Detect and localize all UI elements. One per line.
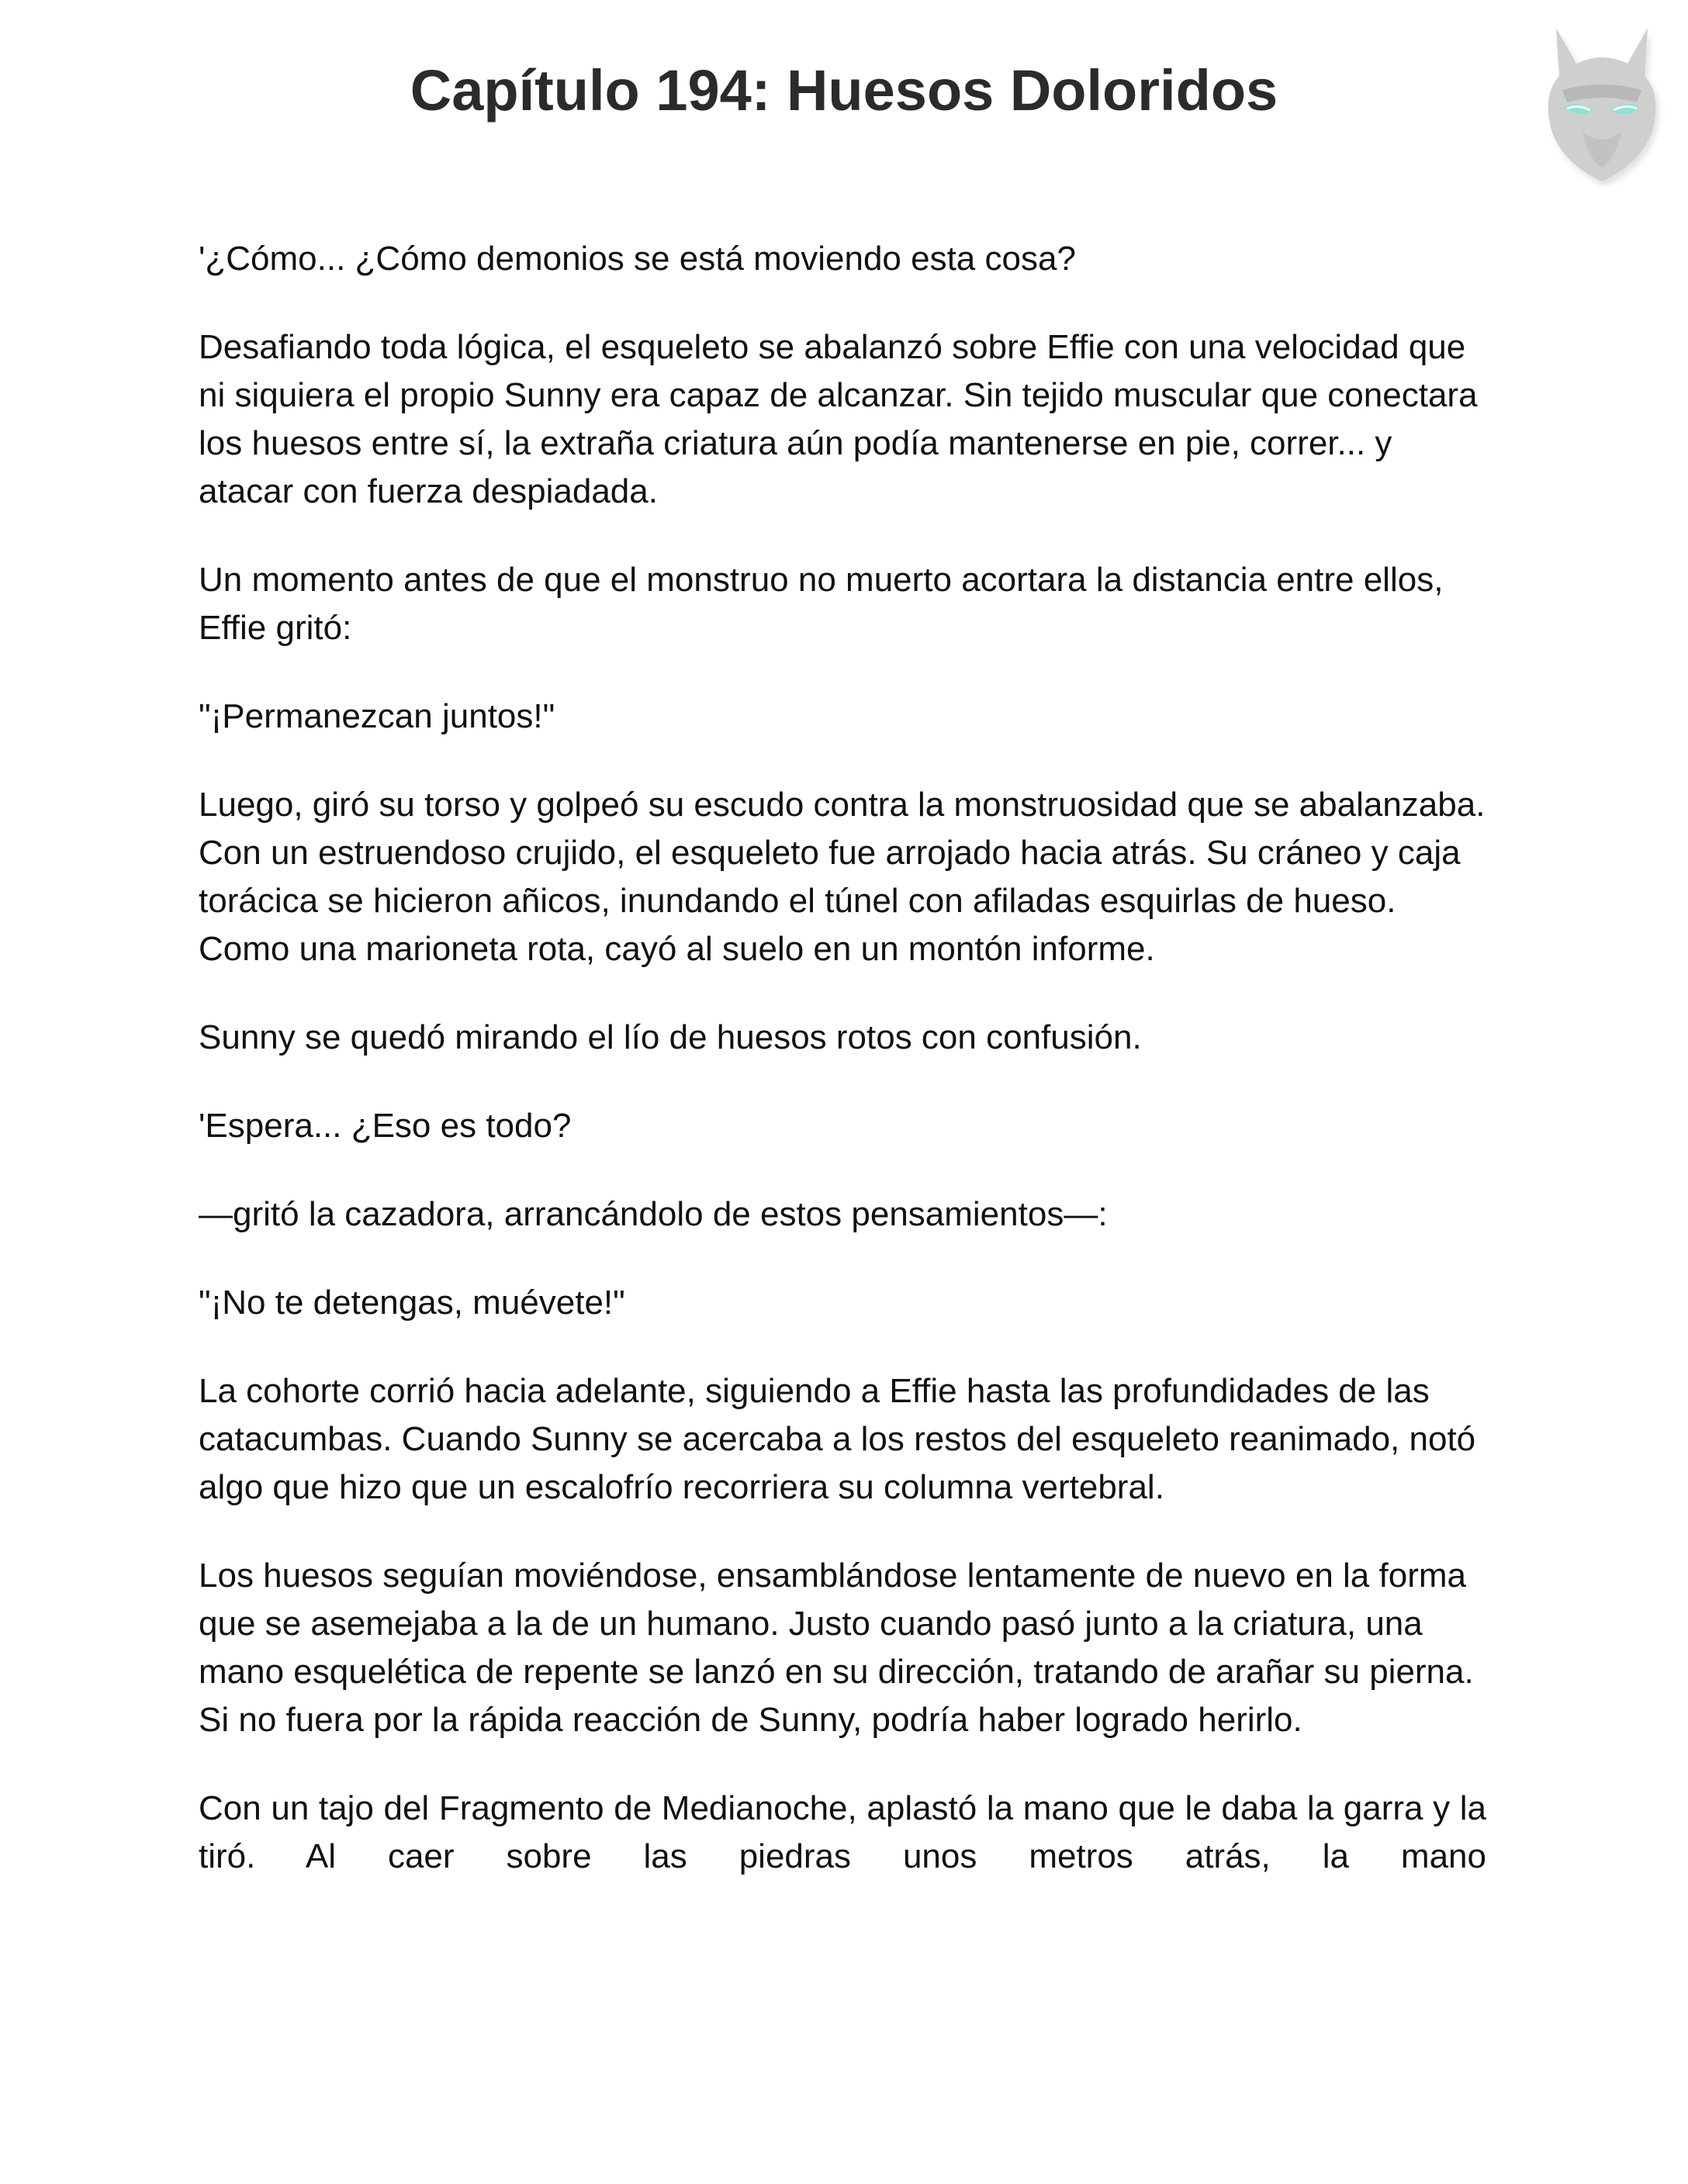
paragraph: "¡No te detengas, muévete!"	[199, 1284, 625, 1322]
chapter-title: Capítulo 194: Huesos Doloridos	[410, 58, 1278, 123]
paragraph: "¡Permanezcan juntos!"	[199, 697, 555, 735]
paragraph: Desafiando toda lógica, el esqueleto se abalanzó sobre Effie con una velocidad que ni siquiera el propio Sunny era capaz de alcanzar. Sin tejido muscular que conectara los huesos entre sí, la extraña criatura aún podía mantenerse en pie, correr... y atacar con fuerza despiadada.	[199, 328, 1478, 510]
paragraph: Un momento antes de que el monstruo no muerto acortara la distancia entre ellos, Effie gritó:	[199, 561, 1444, 647]
paragraph: Sunny se quedó mirando el lío de huesos rotos con confusión.	[199, 1018, 1142, 1056]
paragraph: 'Espera... ¿Eso es todo?	[199, 1107, 572, 1145]
demon-head-logo-icon	[1528, 16, 1676, 186]
paragraph: La cohorte corrió hacia adelante, siguiendo a Effie hasta las profundidades de las catacumbas. Cuando Sunny se acercaba a los restos del esqueleto reanimado, notó algo que hizo que un escalofrío recorriera su columna vertebral.	[199, 1372, 1476, 1506]
paragraph: '¿Cómo... ¿Cómo demonios se está moviendo esta cosa?	[199, 240, 1076, 278]
paragraph: Con un tajo del Fragmento de Medianoche, aplastó la mano que le daba la garra y la tiró. Al caer sobre las piedras unos metros atrás, la mano	[199, 1789, 1486, 1875]
paragraph: Los huesos seguían moviéndose, ensamblándose lentamente de nuevo en la forma que se asemejaba a la de un humano. Justo cuando pasó junto a la criatura, una mano esquelética de repente se lanzó en su dirección, tratando de arañar su pierna. Si no fuera por la rápida reacción de Sunny, podría haber logrado herirlo.	[199, 1557, 1474, 1739]
paragraph: Luego, giró su torso y golpeó su escudo contra la monstruosidad que se abalanzaba. Con un estruendoso crujido, el esqueleto fue arrojado hacia atrás. Su cráneo y caja torácica se hicieron añicos, inundando el túnel con afiladas esquirlas de hueso. Como una marioneta rota, cayó al suelo en un montón informe.	[199, 786, 1486, 968]
chapter-body	[199, 235, 1486, 1921]
paragraph: —gritó la cazadora, arrancándolo de estos pensamientos—:	[199, 1195, 1108, 1233]
